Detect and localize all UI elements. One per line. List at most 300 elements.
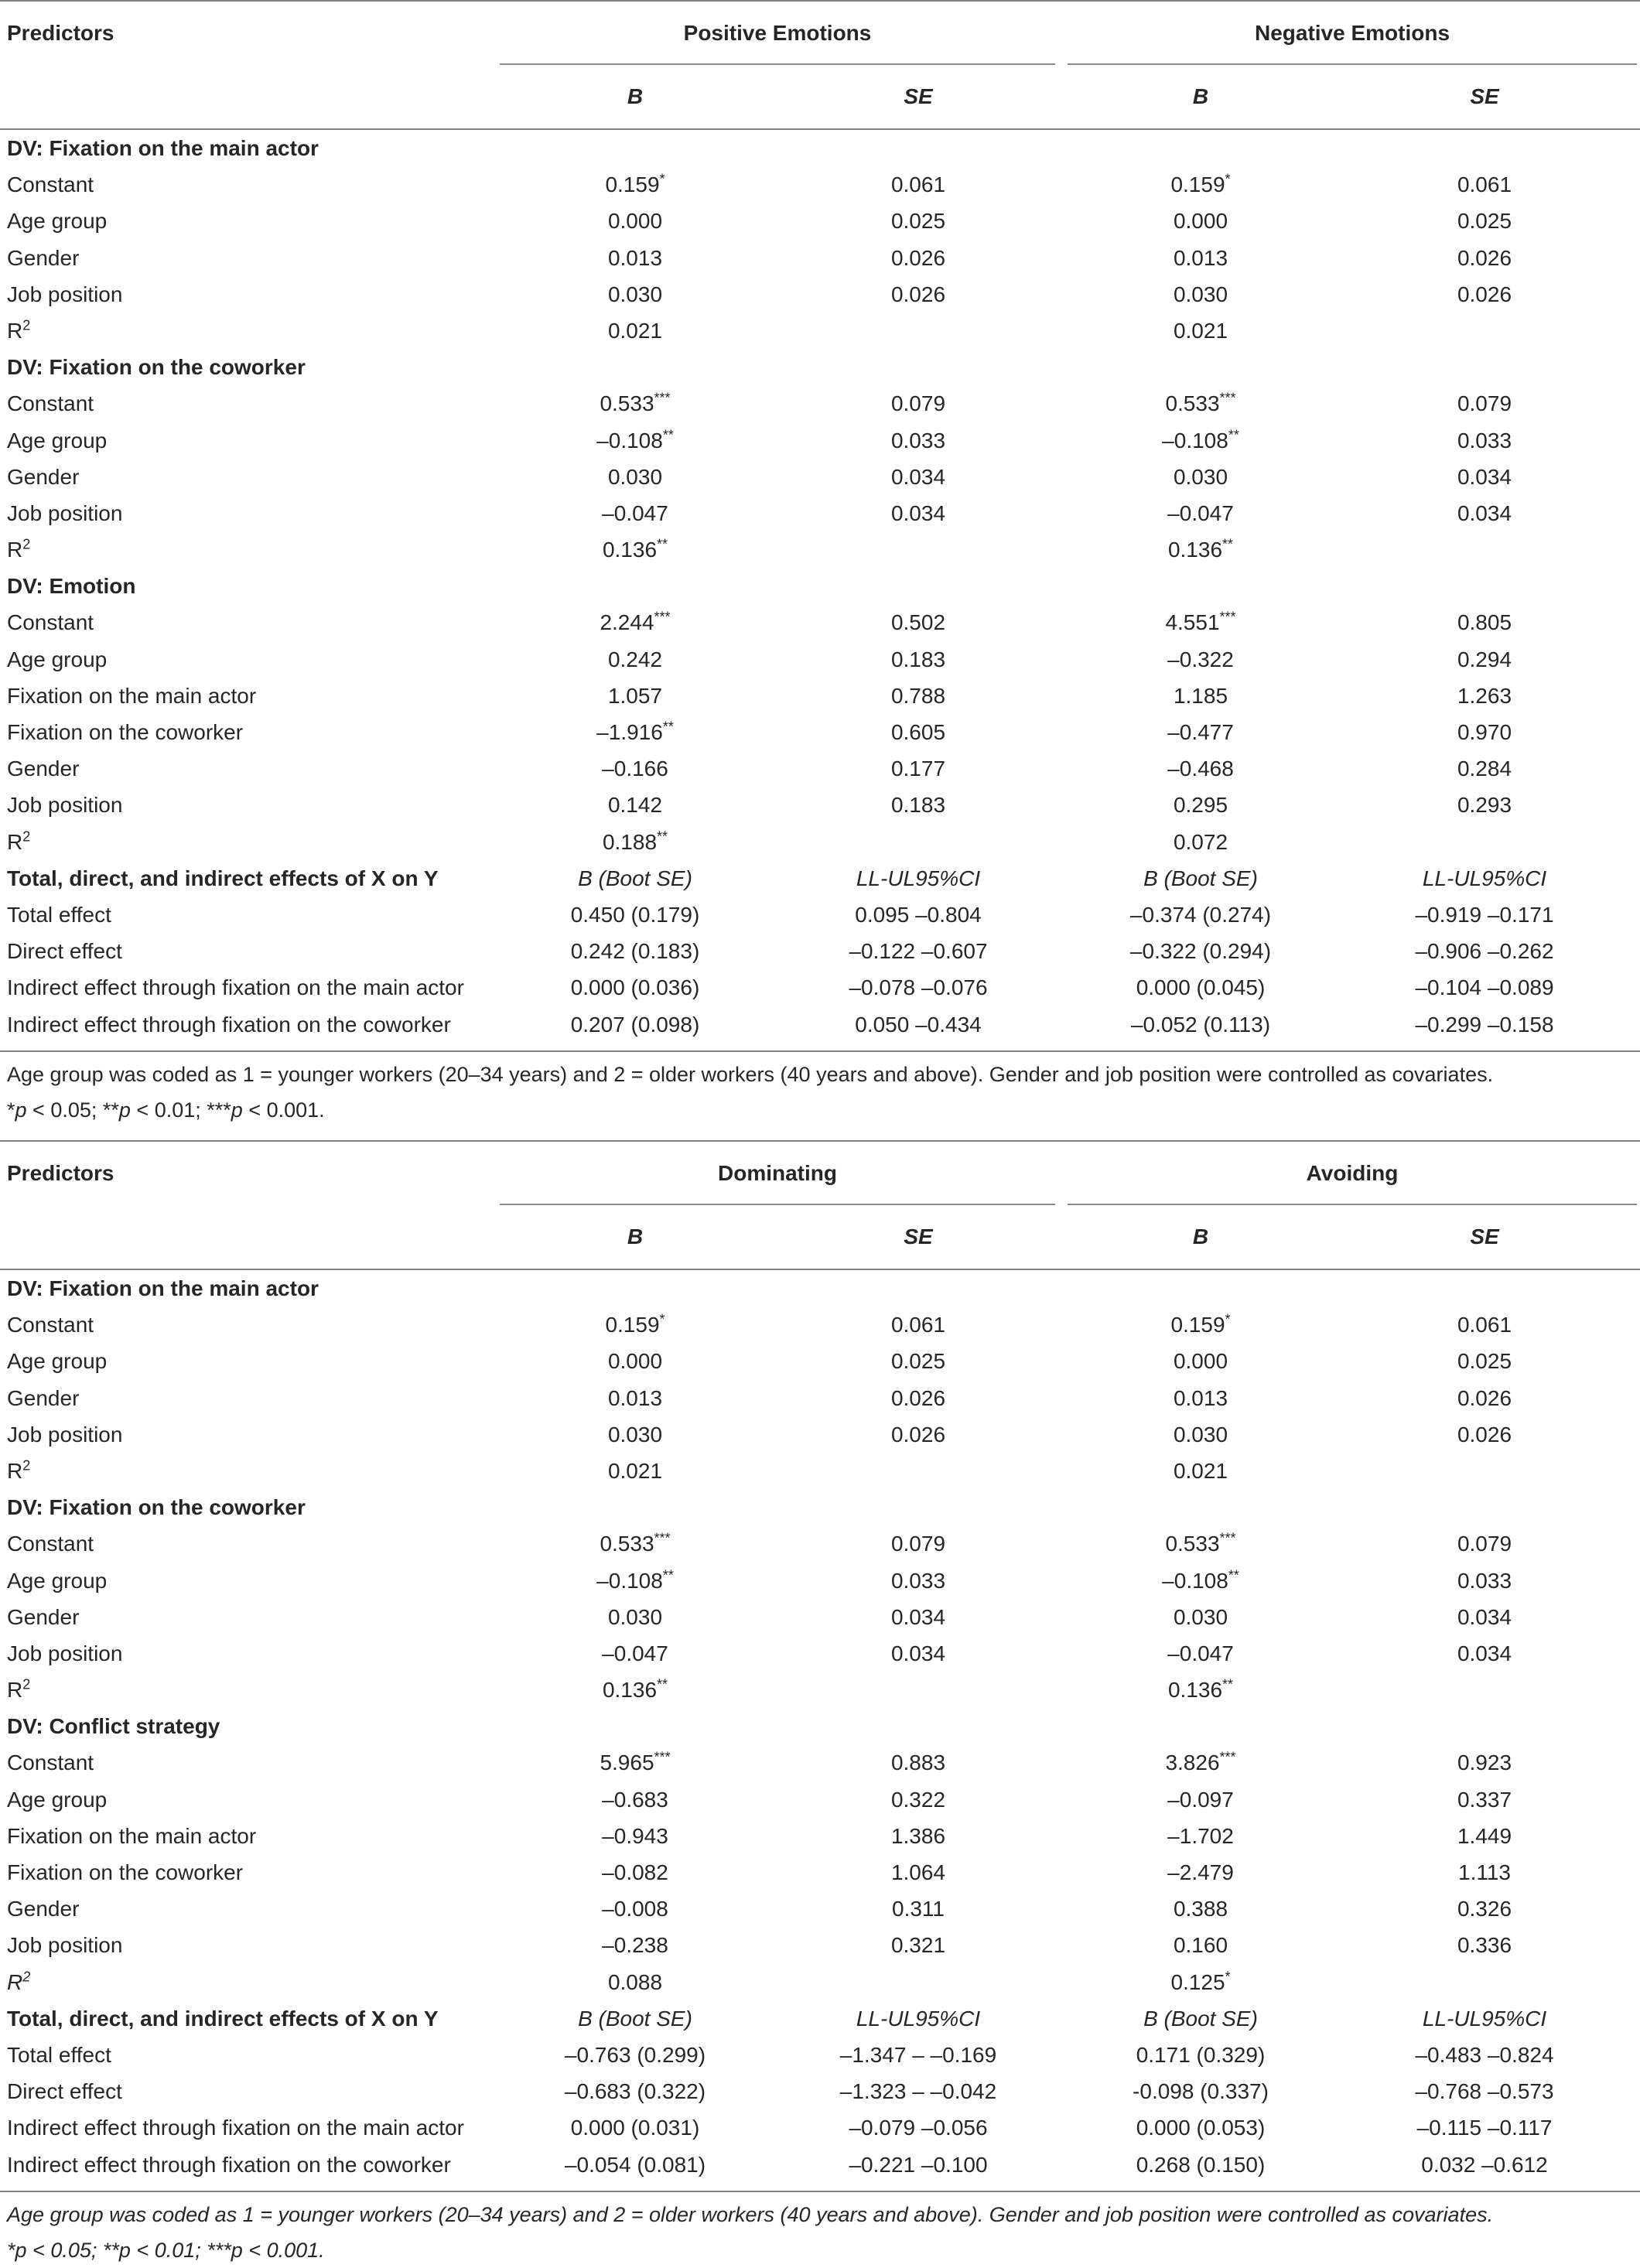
row-label: Fixation on the main actor	[7, 683, 257, 708]
section-header-row	[0, 1270, 1640, 1306]
table-cell: 0.805	[1457, 610, 1512, 635]
table-row	[0, 641, 1640, 678]
table-cell: 0.026	[890, 245, 946, 270]
table-cell: 0.923	[1457, 1751, 1512, 1775]
table-row	[0, 276, 1640, 313]
subheader-row	[0, 1205, 1640, 1269]
table-row	[0, 1781, 1640, 1818]
significance-note: *p < 0.05; **p < 0.01; ***p < 0.001.	[7, 2238, 325, 2262]
table-row	[0, 1416, 1640, 1453]
row-label: Total effect	[7, 902, 111, 927]
row-label: Direct effect	[7, 939, 122, 964]
table-cell: 0.142	[607, 793, 663, 818]
table-cell: 0.000 (0.045)	[1136, 975, 1266, 1000]
table-cell: 0.033	[1457, 1568, 1512, 1593]
table-cell: 0.242 (0.183)	[570, 939, 700, 964]
table-row	[0, 2147, 1640, 2183]
table-cell: 0.000 (0.031)	[570, 2116, 700, 2140]
row-label: Age group	[7, 1568, 108, 1593]
table-cell: 1.386	[890, 1823, 946, 1848]
table-cell: 0.034	[890, 464, 946, 489]
table-row	[0, 1818, 1640, 1854]
table-cell	[1360, 1453, 1609, 1489]
row-label: Gender	[7, 1604, 80, 1629]
table-cell: 0.322	[890, 1787, 946, 1812]
table-cell: 0.533***	[600, 390, 671, 416]
table-cell: 0.034	[890, 500, 946, 525]
table-row	[0, 1306, 1640, 1343]
table-cell: –0.299 –0.158	[1415, 1012, 1554, 1037]
table-row	[0, 531, 1640, 568]
table-cell: –0.052 (0.113)	[1130, 1012, 1271, 1037]
table-cell: 0.294	[1457, 647, 1512, 671]
se-column-header: SE	[1470, 1225, 1499, 1248]
table-row	[0, 240, 1640, 276]
table-cell: 0.337	[1457, 1787, 1512, 1812]
table-cell: 0.021	[607, 318, 663, 343]
row-label: Job position	[7, 500, 123, 525]
subheader-row	[0, 65, 1640, 128]
table-cell	[794, 1964, 1043, 2000]
row-label: Indirect effect through fixation on the coworker	[7, 1012, 451, 1037]
table-cell: –0.906 –0.262	[1415, 939, 1554, 964]
table-cell: –0.108**	[596, 427, 674, 453]
table-cell: 0.268 (0.150)	[1136, 2152, 1266, 2177]
column-label: LL-UL95%CI	[856, 2006, 981, 2031]
table-cell: 0.321	[890, 1933, 946, 1958]
table-cell: 0.160	[1173, 1933, 1228, 1958]
table-cell: –0.079 –0.056	[849, 2116, 988, 2140]
table-cell: 0.293	[1457, 793, 1512, 818]
row-label: Total effect	[7, 2042, 111, 2067]
table-cell: –0.008	[602, 1897, 668, 1921]
table-cell: 0.072	[1173, 829, 1228, 854]
column-label: LL-UL95%CI	[856, 866, 981, 890]
table-cell: 0.032 –0.612	[1421, 2152, 1548, 2177]
table-cell: 0.125*	[1170, 1969, 1231, 1994]
table-cell: 0.061	[890, 172, 946, 197]
results-table	[0, 0, 1640, 1128]
table-cell: 1.449	[1457, 1823, 1512, 1848]
table-row	[0, 714, 1640, 750]
table-cell: 0.021	[1173, 1458, 1228, 1483]
table-row	[0, 897, 1640, 933]
row-label: Gender	[7, 245, 80, 270]
table-cell: –0.078 –0.076	[849, 975, 988, 1000]
table-cell: 0.788	[890, 683, 946, 708]
table-row	[0, 787, 1640, 823]
table-row	[0, 459, 1640, 495]
table-cell: 0.079	[1457, 391, 1512, 416]
table-cell: 0.021	[1173, 318, 1228, 343]
row-label: Constant	[7, 610, 94, 635]
b-column-header: B	[627, 1225, 644, 1248]
section-title: DV: Fixation on the main actor	[7, 1276, 319, 1300]
table-cell: 0.388	[1173, 1897, 1228, 1921]
table-cell: 0.159*	[605, 1311, 665, 1337]
group-header: Dominating	[718, 1161, 837, 1185]
table-cell: 0.061	[1457, 1313, 1512, 1337]
table-cell: 0.183	[890, 793, 946, 818]
table-cell: –1.702	[1167, 1823, 1234, 1848]
row-label: Age group	[7, 428, 108, 453]
table-cell: –2.479	[1167, 1860, 1234, 1884]
table-cell: 0.033	[890, 428, 946, 453]
table-cell: –0.108**	[596, 1567, 674, 1593]
table-cell: –0.374 (0.274)	[1129, 902, 1272, 927]
table-cell: 0.136**	[1167, 1676, 1234, 1703]
table-cell	[1360, 824, 1609, 860]
table-cell: 0.533***	[1165, 1530, 1236, 1556]
section-header-row	[0, 568, 1640, 604]
table-cell: 0.034	[1457, 1641, 1512, 1665]
table-cell: 0.025	[1457, 1349, 1512, 1374]
b-column-header: B	[1192, 84, 1209, 108]
table-row	[0, 933, 1640, 969]
table-cell: –0.468	[1167, 757, 1234, 781]
table-cell: 0.033	[1457, 428, 1512, 453]
table-header-row	[0, 1142, 1640, 1205]
table-row	[0, 1599, 1640, 1635]
table-row	[0, 2037, 1640, 2073]
table-cell: 0.030	[1173, 1604, 1228, 1629]
table-cell: –1.323 – –0.042	[839, 2079, 997, 2104]
table-cell: –0.047	[602, 500, 668, 525]
table-cell: 0.021	[607, 1458, 663, 1483]
se-column-header: SE	[904, 84, 933, 108]
table-cell: –0.122 –0.607	[849, 939, 988, 964]
table-cell: 0.000	[607, 209, 663, 234]
table-cell: –0.047	[602, 1641, 668, 1665]
column-label: B (Boot SE)	[578, 866, 692, 890]
table-cell: 0.605	[890, 720, 946, 744]
row-label: Job position	[7, 793, 123, 818]
section-title: DV: Conflict strategy	[7, 1714, 220, 1739]
table-cell: 0.502	[890, 610, 946, 635]
table-cell: –0.108**	[1162, 427, 1239, 453]
table-cell: –0.104 –0.089	[1415, 975, 1554, 1000]
table-cell: 0.079	[1457, 1532, 1512, 1556]
table-cell: 0.061	[890, 1313, 946, 1337]
column-label: B (Boot SE)	[578, 2006, 692, 2031]
table-cell	[794, 1453, 1043, 1489]
table-cell: 0.088	[607, 1969, 663, 1994]
table-cell	[794, 313, 1043, 349]
table-cell: –0.483 –0.824	[1415, 2042, 1554, 2067]
row-label: $R^2$	[7, 828, 31, 854]
row-label: Age group	[7, 1349, 108, 1374]
row-label: Gender	[7, 1897, 80, 1921]
group-header: Avoiding	[1306, 1161, 1399, 1185]
table-cell: 0.136**	[602, 536, 668, 562]
table-cell: 0.095 –0.804	[855, 902, 982, 927]
column-label: B (Boot SE)	[1143, 866, 1258, 890]
table-cell: 0.061	[1457, 172, 1512, 197]
table-footnote: Age group was coded as 1 = younger workers (20–34 years) and 2 = older workers (40 years and above). Gender and job position were controlled as covariates.	[7, 1062, 1494, 1086]
table-cell: 0.030	[607, 1604, 663, 1629]
table-row	[0, 1635, 1640, 1672]
table-cell: 0.030	[1173, 464, 1228, 489]
table-cell: 0.533***	[1165, 390, 1236, 416]
predictors-header: Predictors	[7, 21, 114, 45]
table-row	[0, 422, 1640, 459]
table-cell: –0.919 –0.171	[1415, 902, 1554, 927]
table-cell: 0.025	[890, 209, 946, 234]
group-header: Positive Emotions	[683, 21, 872, 45]
table-cell: 0.326	[1457, 1897, 1512, 1921]
table-row	[0, 678, 1640, 714]
table-cell: 0.026	[1457, 245, 1512, 270]
table-cell	[1360, 313, 1609, 349]
table-cell: 0.079	[890, 391, 946, 416]
table-cell: 0.026	[1457, 1385, 1512, 1410]
table-cell: 0.533***	[600, 1530, 671, 1556]
table-cell: 0.295	[1173, 793, 1228, 818]
table-cell: 0.136**	[1167, 536, 1234, 562]
table-cell: 0.242	[607, 647, 663, 671]
table-cell	[794, 1672, 1043, 1708]
table-cell: 1.113	[1458, 1860, 1511, 1884]
table-row	[0, 385, 1640, 422]
row-label: Fixation on the coworker	[7, 1860, 244, 1884]
table-cell: 0.030	[1173, 1422, 1228, 1447]
table-cell: -0.098 (0.337)	[1133, 2079, 1269, 2104]
table-cell	[794, 531, 1043, 568]
row-label: Fixation on the coworker	[7, 720, 244, 744]
section-header-row	[0, 1489, 1640, 1525]
row-label: Fixation on the main actor	[7, 1823, 257, 1848]
table-row	[0, 1964, 1640, 2000]
table-cell: –0.097	[1167, 1787, 1234, 1812]
table-cell: –1.347 – –0.169	[839, 2042, 997, 2067]
section-title: Total, direct, and indirect effects of X on Y	[7, 866, 439, 890]
table-cell: –0.047	[1167, 500, 1234, 525]
table-bottom-rule	[0, 2191, 1640, 2192]
table-cell: 0.030	[607, 282, 663, 306]
se-column-header: SE	[1470, 84, 1499, 108]
table-cell: 5.965***	[600, 1750, 671, 1775]
table-cell: 0.450 (0.179)	[570, 902, 700, 927]
section-header-row	[0, 860, 1640, 897]
table-cell: 1.185	[1173, 683, 1228, 708]
table-cell: 0.079	[890, 1532, 946, 1556]
row-label: $R^2$	[7, 1969, 31, 1994]
table-cell: 0.013	[1173, 245, 1228, 270]
table-cell: 0.159*	[1170, 171, 1231, 197]
column-label: LL-UL95%CI	[1422, 866, 1547, 890]
table-row	[0, 969, 1640, 1006]
table-row	[0, 2073, 1640, 2109]
table-cell: 0.050 –0.434	[855, 1012, 982, 1037]
table-cell: 0.025	[1457, 209, 1512, 234]
table-row	[0, 1672, 1640, 1708]
row-label: Constant	[7, 1532, 94, 1556]
table-row	[0, 1343, 1640, 1379]
row-label: Job position	[7, 1933, 123, 1958]
table-cell: –0.238	[602, 1933, 668, 1958]
table-cell: 0.284	[1457, 757, 1512, 781]
table-cell: 0.159*	[1170, 1311, 1231, 1337]
table-cell: 0.026	[890, 1422, 946, 1447]
section-title: DV: Fixation on the coworker	[7, 1495, 306, 1520]
table-cell: 0.034	[1457, 464, 1512, 489]
row-label: Constant	[7, 1313, 94, 1337]
row-label: Job position	[7, 282, 123, 306]
results-table	[0, 1140, 1640, 2268]
table-cell: 0.026	[890, 282, 946, 306]
table-cell: 0.034	[890, 1641, 946, 1665]
table-cell: 0.000	[1173, 1349, 1228, 1374]
row-label: Indirect effect through fixation on the coworker	[7, 2152, 451, 2177]
section-title: DV: Fixation on the main actor	[7, 136, 319, 160]
section-header-row	[0, 130, 1640, 166]
table-cell: –0.322 (0.294)	[1129, 939, 1272, 964]
table-cell: 0.034	[1457, 500, 1512, 525]
table-cell: 0.013	[607, 245, 663, 270]
table-cell: –0.683	[602, 1787, 668, 1812]
row-label: Age group	[7, 647, 108, 671]
table-cell: 0.000	[1173, 209, 1228, 234]
table-cell: 4.551***	[1165, 610, 1236, 635]
row-label: Age group	[7, 209, 108, 234]
table-cell: 0.034	[1457, 1604, 1512, 1629]
table-row	[0, 750, 1640, 787]
row-label: Constant	[7, 391, 94, 416]
table-cell	[1360, 1964, 1609, 2000]
table-cell: 0.026	[1457, 282, 1512, 306]
table-cell: –0.477	[1167, 720, 1234, 744]
table-cell: –0.221 –0.100	[849, 2152, 988, 2177]
significance-note: *p < 0.05; **p < 0.01; ***p < 0.001.	[7, 1098, 325, 1122]
row-label: Age group	[7, 1787, 108, 1812]
table-cell: 0.026	[890, 1385, 946, 1410]
table-row	[0, 1525, 1640, 1562]
table-cell: –0.115 –0.117	[1416, 2116, 1553, 2140]
table-cell: 2.244***	[600, 610, 671, 635]
row-label: Gender	[7, 1385, 80, 1410]
table-cell: –0.082	[602, 1860, 668, 1884]
table-cell: 1.057	[607, 683, 663, 708]
table-cell: 0.183	[890, 647, 946, 671]
table-cell	[1360, 531, 1609, 568]
table-cell: –0.763 (0.299)	[564, 2042, 706, 2067]
section-header-row	[0, 349, 1640, 385]
table-cell: 0.171 (0.329)	[1136, 2042, 1266, 2067]
table-cell: 1.263	[1457, 683, 1512, 708]
table-row	[0, 2109, 1640, 2146]
table-cell: 0.136**	[602, 1676, 668, 1703]
table-row	[0, 604, 1640, 640]
table-cell: 1.064	[890, 1860, 946, 1884]
table-row	[0, 1006, 1640, 1043]
table-cell: 0.000 (0.036)	[570, 975, 700, 1000]
row-label: Job position	[7, 1641, 123, 1665]
table-cell: 0.000 (0.053)	[1136, 2116, 1266, 2140]
row-label: Job position	[7, 1422, 123, 1447]
table-cell: –0.322	[1167, 647, 1234, 671]
table-cell: 0.336	[1457, 1933, 1512, 1958]
table-cell: –0.768 –0.573	[1415, 2079, 1554, 2104]
table-footnote: Age group was coded as 1 = younger workers (20–34 years) and 2 = older workers (40 years and above). Gender and job position were controlled as covariates.	[7, 2202, 1494, 2226]
table-cell: –1.916**	[596, 719, 674, 744]
table-cell: 0.034	[890, 1604, 946, 1629]
se-column-header: SE	[904, 1225, 933, 1248]
table-cell: –0.047	[1167, 1641, 1234, 1665]
group-header: Negative Emotions	[1254, 21, 1450, 45]
table-row	[0, 495, 1640, 531]
table-cell: 3.826***	[1165, 1750, 1236, 1775]
table-cell: 0.013	[607, 1385, 663, 1410]
section-title: Total, direct, and indirect effects of X on Y	[7, 2006, 439, 2031]
table-cell: 0.883	[890, 1751, 946, 1775]
table-row	[0, 1854, 1640, 1891]
table-cell	[794, 824, 1043, 860]
table-cell: 0.013	[1173, 1385, 1228, 1410]
b-column-header: B	[627, 84, 644, 108]
row-label: $R^2$	[7, 536, 31, 562]
table-cell	[1360, 1672, 1609, 1708]
table-row	[0, 1453, 1640, 1489]
table-cell: 0.030	[607, 1422, 663, 1447]
table-row	[0, 1927, 1640, 1963]
row-label: Direct effect	[7, 2079, 122, 2104]
section-header-row	[0, 2000, 1640, 2037]
table-cell: 0.177	[890, 757, 946, 781]
table-cell: 0.030	[607, 464, 663, 489]
table-row	[0, 1380, 1640, 1416]
table-cell: 0.033	[890, 1568, 946, 1593]
table-cell: 0.030	[1173, 282, 1228, 306]
table-cell: –0.054 (0.081)	[564, 2152, 706, 2177]
column-label: B (Boot SE)	[1143, 2006, 1258, 2031]
table-cell: 0.026	[1457, 1422, 1512, 1447]
predictors-header: Predictors	[7, 1161, 114, 1185]
table-row	[0, 1891, 1640, 1927]
row-label: Constant	[7, 172, 94, 197]
section-title: DV: Fixation on the coworker	[7, 355, 306, 380]
table-row	[0, 313, 1640, 349]
row-label: Indirect effect through fixation on the main actor	[7, 2116, 464, 2140]
row-label: Gender	[7, 464, 80, 489]
table-cell: –0.108**	[1162, 1567, 1239, 1593]
table-row	[0, 1744, 1640, 1781]
b-column-header: B	[1192, 1225, 1209, 1248]
table-row	[0, 203, 1640, 239]
table-row	[0, 1563, 1640, 1599]
column-label: LL-UL95%CI	[1422, 2006, 1547, 2031]
row-label: $R^2$	[7, 317, 31, 343]
table-header-row	[0, 2, 1640, 65]
table-cell: 0.025	[890, 1349, 946, 1374]
table-cell: 0.207 (0.098)	[570, 1012, 700, 1037]
row-label: $R^2$	[7, 1676, 31, 1703]
table-cell: –0.943	[602, 1823, 668, 1848]
section-title: DV: Emotion	[7, 574, 136, 599]
table-cell: 0.159*	[605, 171, 665, 197]
row-label: Gender	[7, 757, 80, 781]
table-cell: 0.970	[1457, 720, 1512, 744]
table-cell: 0.000	[607, 1349, 663, 1374]
table-cell: –0.166	[602, 757, 668, 781]
row-label: $R^2$	[7, 1457, 31, 1483]
table-cell: 0.311	[892, 1897, 945, 1921]
table-cell: 0.188**	[602, 828, 668, 854]
table-row	[0, 824, 1640, 860]
section-header-row	[0, 1708, 1640, 1744]
row-label: Indirect effect through fixation on the main actor	[7, 975, 464, 1000]
row-label: Constant	[7, 1751, 94, 1775]
table-bottom-rule	[0, 1050, 1640, 1052]
